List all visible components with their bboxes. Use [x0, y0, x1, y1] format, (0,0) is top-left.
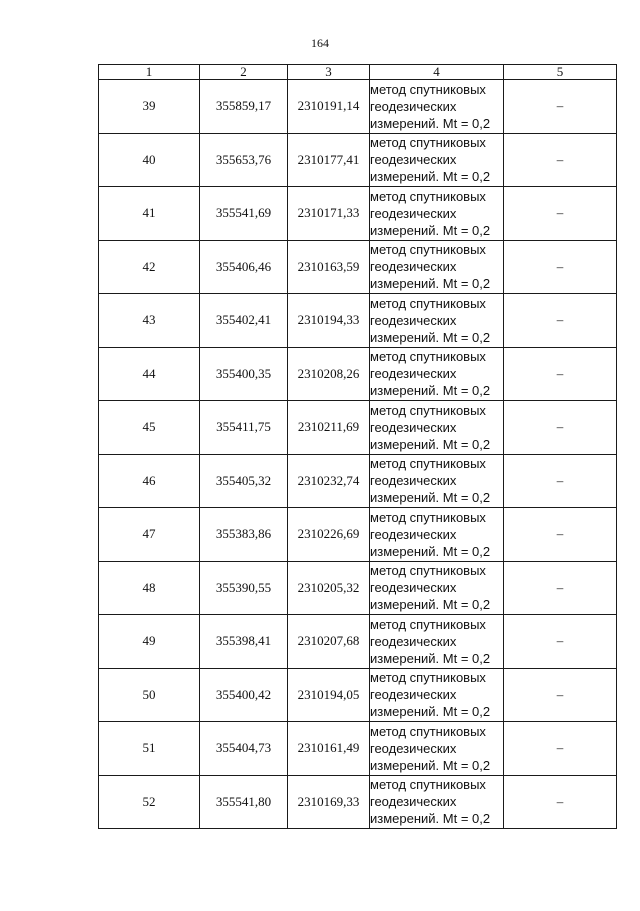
note-cell: – — [504, 401, 617, 455]
point-number-cell: 47 — [99, 508, 200, 562]
y-coordinate-cell: 2310171,33 — [288, 187, 370, 241]
x-coordinate-cell: 355405,32 — [200, 454, 288, 508]
note-cell: – — [504, 561, 617, 615]
table-row — [99, 561, 617, 615]
y-coordinate-cell: 2310205,32 — [288, 561, 370, 615]
table-row — [99, 133, 617, 187]
point-number-cell: 42 — [99, 240, 200, 294]
point-number-cell: 52 — [99, 775, 200, 829]
point-number-cell: 46 — [99, 454, 200, 508]
method-cell: метод спутниковых геодезических измерений. Mt = 0,2 — [370, 347, 504, 401]
table-row — [99, 668, 617, 722]
note-cell: – — [504, 240, 617, 294]
y-coordinate-cell: 2310207,68 — [288, 615, 370, 669]
column-header-4: 4 — [370, 65, 504, 80]
point-number-cell: 48 — [99, 561, 200, 615]
table-row — [99, 80, 617, 134]
x-coordinate-cell: 355406,46 — [200, 240, 288, 294]
x-coordinate-cell: 355404,73 — [200, 722, 288, 776]
x-coordinate-cell: 355859,17 — [200, 80, 288, 134]
point-number-cell: 51 — [99, 722, 200, 776]
point-number-cell: 50 — [99, 668, 200, 722]
y-coordinate-cell: 2310191,14 — [288, 80, 370, 134]
table-body — [99, 80, 617, 829]
x-coordinate-cell: 355390,55 — [200, 561, 288, 615]
y-coordinate-cell: 2310208,26 — [288, 347, 370, 401]
method-cell: метод спутниковых геодезических измерений. Mt = 0,2 — [370, 615, 504, 669]
x-coordinate-cell: 355411,75 — [200, 401, 288, 455]
y-coordinate-cell: 2310163,59 — [288, 240, 370, 294]
table-row — [99, 347, 617, 401]
note-cell: – — [504, 187, 617, 241]
method-cell: метод спутниковых геодезических измерений. Mt = 0,2 — [370, 722, 504, 776]
note-cell: – — [504, 454, 617, 508]
x-coordinate-cell: 355398,41 — [200, 615, 288, 669]
x-coordinate-cell: 355383,86 — [200, 508, 288, 562]
table-row — [99, 240, 617, 294]
point-number-cell: 44 — [99, 347, 200, 401]
y-coordinate-cell: 2310169,33 — [288, 775, 370, 829]
method-cell: метод спутниковых геодезических измерений. Mt = 0,2 — [370, 454, 504, 508]
x-coordinate-cell: 355400,35 — [200, 347, 288, 401]
note-cell: – — [504, 294, 617, 348]
method-cell: метод спутниковых геодезических измерений. Mt = 0,2 — [370, 187, 504, 241]
method-cell: метод спутниковых геодезических измерений. Mt = 0,2 — [370, 80, 504, 134]
note-cell: – — [504, 347, 617, 401]
table-row — [99, 454, 617, 508]
method-cell: метод спутниковых геодезических измерений. Mt = 0,2 — [370, 561, 504, 615]
point-number-cell: 40 — [99, 133, 200, 187]
y-coordinate-cell: 2310194,05 — [288, 668, 370, 722]
point-number-cell: 41 — [99, 187, 200, 241]
note-cell: – — [504, 80, 617, 134]
x-coordinate-cell: 355541,69 — [200, 187, 288, 241]
note-cell: – — [504, 668, 617, 722]
point-number-cell: 45 — [99, 401, 200, 455]
y-coordinate-cell: 2310177,41 — [288, 133, 370, 187]
point-number-cell: 49 — [99, 615, 200, 669]
note-cell: – — [504, 615, 617, 669]
method-cell: метод спутниковых геодезических измерений. Mt = 0,2 — [370, 668, 504, 722]
method-cell: метод спутниковых геодезических измерений. Mt = 0,2 — [370, 133, 504, 187]
method-cell: метод спутниковых геодезических измерений. Mt = 0,2 — [370, 508, 504, 562]
note-cell: – — [504, 508, 617, 562]
y-coordinate-cell: 2310232,74 — [288, 454, 370, 508]
table-row — [99, 775, 617, 829]
point-number-cell: 43 — [99, 294, 200, 348]
column-header-5: 5 — [504, 65, 617, 80]
y-coordinate-cell: 2310161,49 — [288, 722, 370, 776]
x-coordinate-cell: 355400,42 — [200, 668, 288, 722]
y-coordinate-cell: 2310211,69 — [288, 401, 370, 455]
y-coordinate-cell: 2310226,69 — [288, 508, 370, 562]
x-coordinate-cell: 355541,80 — [200, 775, 288, 829]
table-row — [99, 722, 617, 776]
table-row — [99, 615, 617, 669]
note-cell: – — [504, 133, 617, 187]
y-coordinate-cell: 2310194,33 — [288, 294, 370, 348]
x-coordinate-cell: 355402,41 — [200, 294, 288, 348]
table-row — [99, 508, 617, 562]
column-header-3: 3 — [288, 65, 370, 80]
column-header-1: 1 — [99, 65, 200, 80]
page-number: 164 — [311, 36, 329, 50]
method-cell: метод спутниковых геодезических измерений. Mt = 0,2 — [370, 240, 504, 294]
method-cell: метод спутниковых геодезических измерений. Mt = 0,2 — [370, 294, 504, 348]
table-row — [99, 294, 617, 348]
x-coordinate-cell: 355653,76 — [200, 133, 288, 187]
table-row — [99, 401, 617, 455]
column-header-2: 2 — [200, 65, 288, 80]
note-cell: – — [504, 775, 617, 829]
coordinates-table — [98, 64, 617, 829]
point-number-cell: 39 — [99, 80, 200, 134]
table-header-row — [99, 65, 617, 80]
table-row — [99, 187, 617, 241]
method-cell: метод спутниковых геодезических измерений. Mt = 0,2 — [370, 775, 504, 829]
method-cell: метод спутниковых геодезических измерений. Mt = 0,2 — [370, 401, 504, 455]
note-cell: – — [504, 722, 617, 776]
